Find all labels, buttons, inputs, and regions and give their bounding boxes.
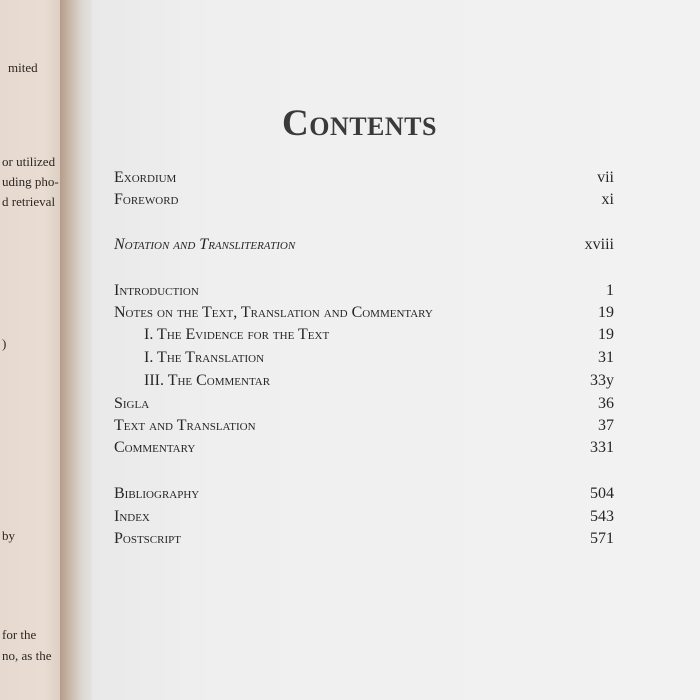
toc-entry-label: Sigla bbox=[114, 395, 150, 412]
toc-subentry bbox=[114, 370, 614, 392]
toc-entry-page: vii bbox=[597, 169, 614, 186]
toc-subentry bbox=[114, 324, 614, 346]
contents-page bbox=[92, 0, 700, 700]
toc-entry-label: Notes on the Text, Translation and Commentary bbox=[114, 304, 433, 321]
toc-entry bbox=[114, 415, 614, 437]
toc-entry-page: xi bbox=[601, 191, 614, 208]
toc-entry-page: 1 bbox=[606, 282, 614, 299]
toc-entry bbox=[114, 437, 614, 459]
left-page-text-line: mited bbox=[8, 60, 38, 75]
toc-entry-page: 19 bbox=[598, 304, 614, 321]
toc-entry bbox=[114, 302, 614, 324]
toc-entry bbox=[114, 167, 614, 189]
toc-entry-page: 504 bbox=[590, 485, 614, 502]
toc-entry bbox=[114, 189, 614, 211]
left-page-text-line: no, as the bbox=[2, 648, 52, 663]
toc-entry-page: 33y bbox=[590, 372, 614, 389]
toc-entry-label: Foreword bbox=[114, 191, 179, 208]
toc-entry-page: 571 bbox=[590, 530, 614, 547]
toc-entry-label: Bibliography bbox=[114, 485, 200, 502]
toc-subentry-label: I. The Translation bbox=[144, 349, 265, 366]
toc-entry-page: 543 bbox=[590, 508, 614, 525]
toc-entry-label: Notation and Transliteration bbox=[114, 236, 296, 253]
toc-entry-label: Commentary bbox=[114, 439, 196, 456]
toc-entry-label: Introduction bbox=[114, 282, 199, 299]
left-page-text-line: by bbox=[2, 528, 15, 543]
page-title: Contents bbox=[282, 103, 437, 144]
book-gutter bbox=[60, 0, 96, 700]
toc-entry bbox=[114, 483, 614, 505]
toc-entry-label: Text and Translation bbox=[114, 417, 256, 434]
toc-entry-page: 31 bbox=[598, 349, 614, 366]
toc-entry bbox=[114, 506, 614, 528]
previous-page bbox=[0, 0, 62, 700]
left-page-text-line: uding pho- bbox=[2, 174, 59, 189]
toc-entry bbox=[114, 280, 614, 302]
toc-entry-label: Index bbox=[114, 508, 150, 525]
toc-entry-page: 19 bbox=[598, 326, 614, 343]
toc-entry bbox=[114, 528, 614, 550]
toc-subentry-label: I. The Evidence for the Text bbox=[144, 326, 330, 343]
toc-subentry-label: III. The Commentar bbox=[144, 372, 271, 389]
toc-entry-page: 37 bbox=[598, 417, 614, 434]
toc-entry-page: 36 bbox=[598, 395, 614, 412]
left-page-text-line: d retrieval bbox=[2, 194, 56, 209]
left-page-text-line: or utilized bbox=[2, 154, 56, 169]
toc-subentry bbox=[114, 347, 614, 369]
toc-entry-page: 331 bbox=[590, 439, 614, 456]
toc-entry bbox=[114, 393, 614, 415]
toc-entry bbox=[114, 234, 614, 256]
toc-entry-page: xviii bbox=[584, 236, 614, 253]
left-page-text-line: for the bbox=[2, 627, 37, 642]
toc-entry-label: Exordium bbox=[114, 169, 177, 186]
toc-entry-label: Postscript bbox=[114, 530, 181, 547]
left-page-text-line: ) bbox=[2, 336, 7, 351]
